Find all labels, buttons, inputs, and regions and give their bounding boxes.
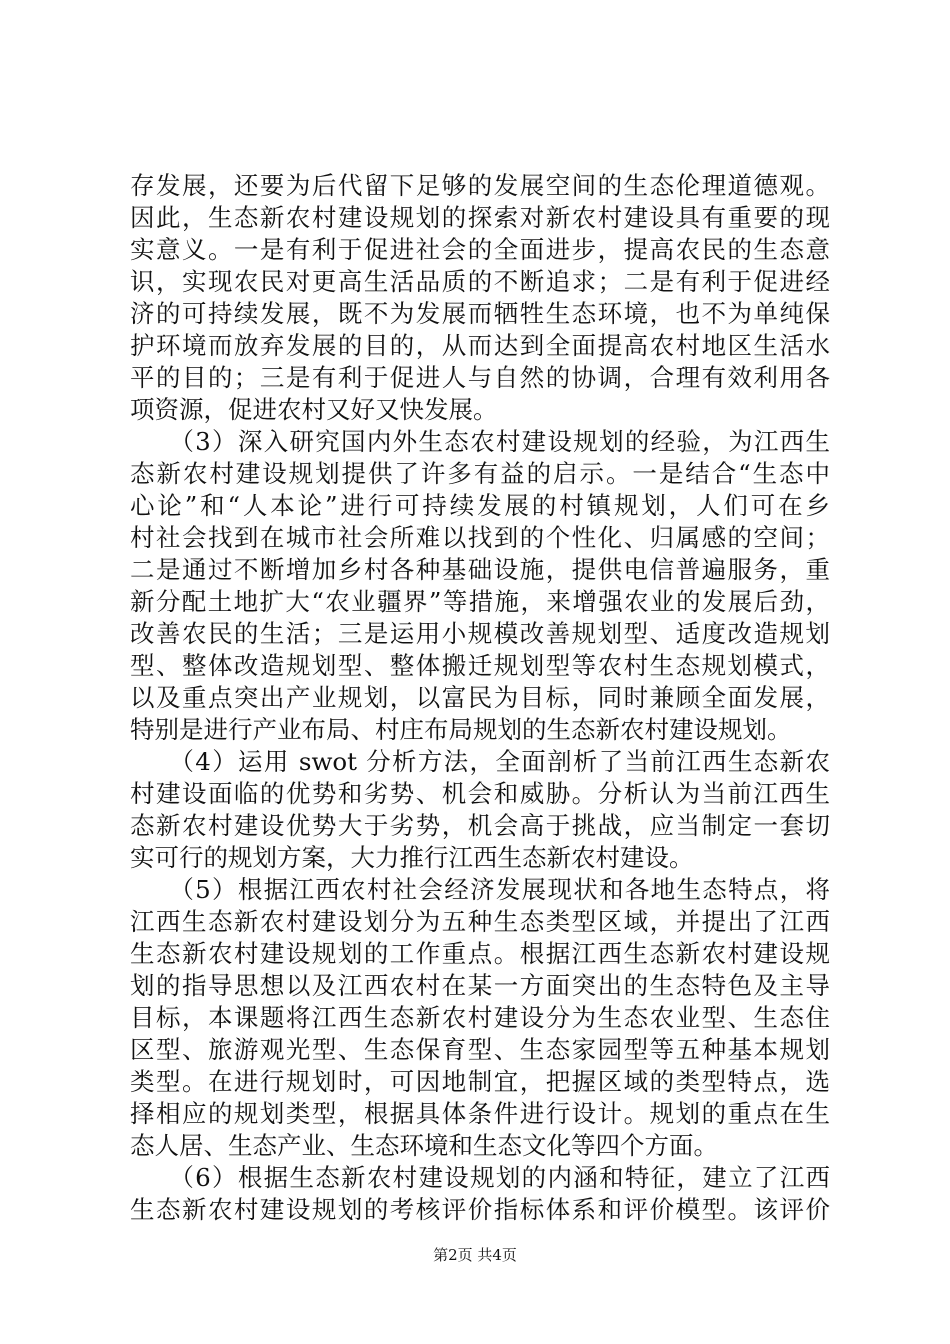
text-line: 因此，生态新农村建设规划的探索对新农村建设具有重要的现 bbox=[130, 203, 830, 232]
text-line: 心论”和“人本论”进行可持续发展的村镇规划，人们可在乡 bbox=[130, 491, 830, 520]
text-line: 区型、旅游观光型、生态保育型、生态家园型等五种基本规划 bbox=[130, 1035, 830, 1064]
text-line: 特别是进行产业布局、村庄布局规划的生态新农村建设规划。 bbox=[130, 715, 792, 744]
text-line: 村社会找到在城市社会所难以找到的个性化、归属感的空间； bbox=[130, 523, 830, 552]
text-line: 择相应的规划类型，根据具体条件进行设计。规划的重点在生 bbox=[130, 1099, 830, 1128]
text-line: 实可行的规划方案，大力推行江西生态新农村建设。 bbox=[130, 843, 694, 872]
text-line: 改善农民的生活；三是运用小规模改善规划型、适度改造规划 bbox=[130, 619, 830, 648]
text-line: 生态新农村建设规划的工作重点。根据江西生态新农村建设规 bbox=[130, 939, 830, 968]
text-line: 态新农村建设规划提供了许多有益的启示。一是结合“生态中 bbox=[130, 459, 830, 488]
text-line: （4）运用 swot 分析方法，全面剖析了当前江西生态新农 bbox=[130, 747, 830, 776]
text-line: 护环境而放弃发展的目的，从而达到全面提高农村地区生活水 bbox=[130, 331, 830, 360]
text-line: 以及重点突出产业规划，以富民为目标，同时兼顾全面发展， bbox=[130, 683, 830, 712]
text-line: （6）根据生态新农村建设规划的内涵和特征，建立了江西 bbox=[130, 1163, 830, 1192]
text-line: 生态新农村建设规划的考核评价指标体系和评价模型。该评价 bbox=[130, 1195, 830, 1224]
text-line: （5）根据江西农村社会经济发展现状和各地生态特点，将 bbox=[130, 875, 830, 904]
text-line: 二是通过不断增加乡村各种基础设施，提供电信普遍服务，重 bbox=[130, 555, 830, 584]
text-line: 型、整体改造规划型、整体搬迁规划型等农村生态规划模式， bbox=[130, 651, 830, 680]
text-line: 识，实现农民对更高生活品质的不断追求；二是有利于促进经 bbox=[130, 267, 830, 296]
body-text bbox=[130, 170, 830, 1226]
text-line: 村建设面临的优势和劣势、机会和威胁。分析认为当前江西生 bbox=[130, 779, 830, 808]
text-line: 平的目的；三是有利于促进人与自然的协调，合理有效利用各 bbox=[130, 363, 830, 392]
page-footer: 第2页 共4页 bbox=[433, 1246, 517, 1264]
text-line: 态新农村建设优势大于劣势，机会高于挑战，应当制定一套切 bbox=[130, 811, 830, 840]
text-line: 新分配土地扩大“农业疆界”等措施，来增强农业的发展后劲， bbox=[130, 587, 830, 616]
text-line: 类型。在进行规划时，可因地制宜，把握区域的类型特点，选 bbox=[130, 1067, 830, 1096]
text-line: 江西生态新农村建设划分为五种生态类型区域，并提出了江西 bbox=[130, 907, 830, 936]
text-line: 态人居、生态产业、生态环境和生态文化等四个方面。 bbox=[130, 1131, 718, 1160]
text-line: 实意义。一是有利于促进社会的全面进步，提高农民的生态意 bbox=[130, 235, 830, 264]
text-line: 划的指导思想以及江西农村在某一方面突出的生态特色及主导 bbox=[130, 971, 830, 1000]
text-line: 存发展，还要为后代留下足够的发展空间的生态伦理道德观。 bbox=[130, 171, 830, 200]
text-line: 济的可持续发展，既不为发展而牺牲生态环境，也不为单纯保 bbox=[130, 299, 830, 328]
text-line: 目标，本课题将江西生态新农村建设分为生态农业型、生态住 bbox=[130, 1003, 830, 1032]
text-line: 项资源，促进农村又好又快发展。 bbox=[130, 395, 498, 424]
text-line: （3）深入研究国内外生态农村建设规划的经验，为江西生 bbox=[130, 427, 830, 456]
